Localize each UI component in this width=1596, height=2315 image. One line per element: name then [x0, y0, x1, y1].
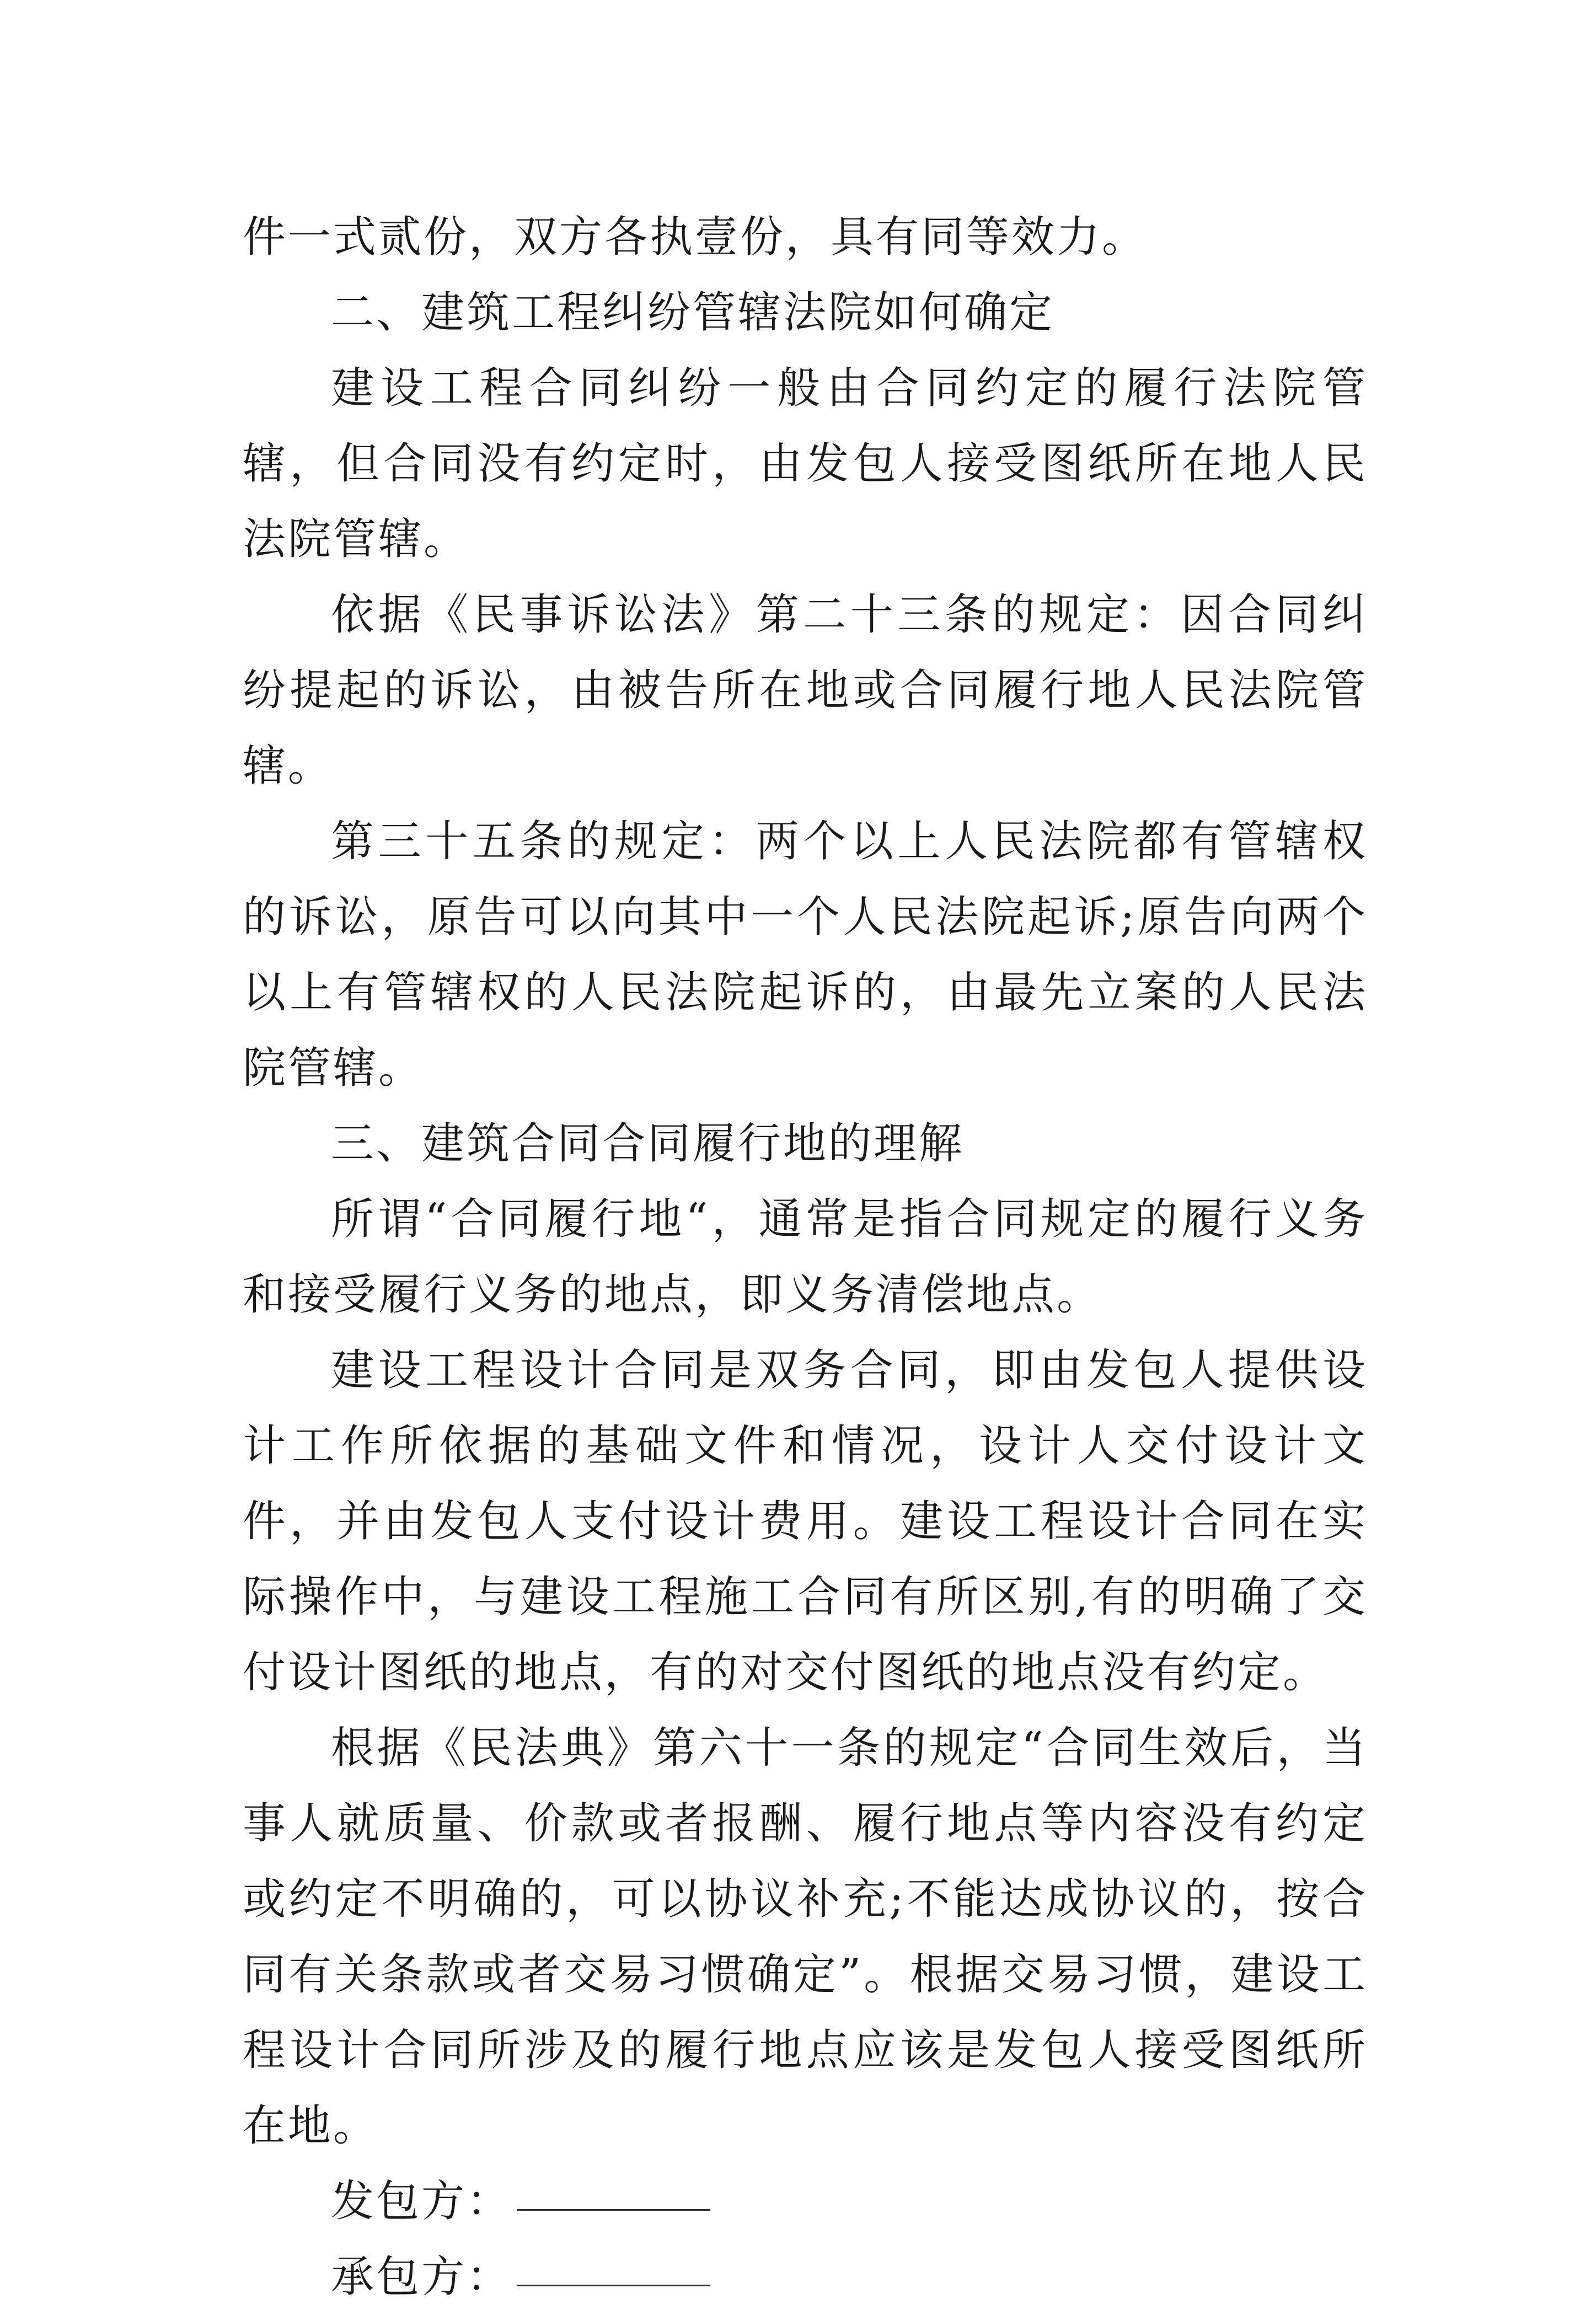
- signature-employer: [243, 2164, 1368, 2239]
- employer-signature-blank[interactable]: [517, 2198, 710, 2211]
- paragraph-civil-code-61: 根据《民法典》第六十一条的规定“合同生效后，当事人就质量、价款或者报酬、履行地点等内容没有约定或约定不明确的，可以协议补充;不能达成协议的，按合同有关条款或者交易习惯确定”。根据交易习惯，建设工程设计合同所涉及的履行地点应该是发包人接受图纸所在地。: [243, 1723, 1368, 2151]
- contractor-signature-blank[interactable]: [517, 2274, 710, 2286]
- paragraph-jurisdiction-general: 建设工程合同纠纷一般由合同约定的履行法院管辖，但合同没有约定时，由发包人接受图纸所在地人民法院管辖。: [243, 363, 1368, 564]
- document-body: [243, 200, 1368, 2315]
- paragraph-article-23: 依据《民事诉讼法》第二十三条的规定：因合同纠纷提起的诉讼，由被告所在地或合同履行地人民法院管辖。: [243, 590, 1368, 791]
- signature-contractor: [243, 2239, 1368, 2315]
- paragraph-design-contract: 建设工程设计合同是双务合同，即由发包人提供设计工作所依据的基础文件和情况，设计人交付设计文件，并由发包人支付设计费用。建设工程设计合同在实际操作中，与建设工程施工合同有所区别,有的明确了交付设计图纸的地点，有的对交付图纸的地点没有约定。: [243, 1346, 1368, 1697]
- heading-jurisdiction: 二、建筑工程纠纷管辖法院如何确定: [331, 288, 1055, 337]
- paragraph-performance-definition: 所谓“合同履行地“，通常是指合同规定的履行义务和接受履行义务的地点，即义务清偿地点。: [243, 1194, 1368, 1320]
- paragraph-copies-clause: 件一式贰份，双方各执壹份，具有同等效力。: [243, 212, 1148, 262]
- paragraph-article-35: 第三十五条的规定：两个以上人民法院都有管辖权的诉讼，原告可以向其中一个人民法院起诉;原告向两个以上有管辖权的人民法院起诉的，由最先立案的人民法院管辖。: [243, 817, 1368, 1093]
- employer-label: 发包方：: [331, 2177, 512, 2226]
- contractor-label: 承包方：: [331, 2252, 512, 2302]
- heading-performance-place: 三、建筑合同合同履行地的理解: [331, 1119, 965, 1169]
